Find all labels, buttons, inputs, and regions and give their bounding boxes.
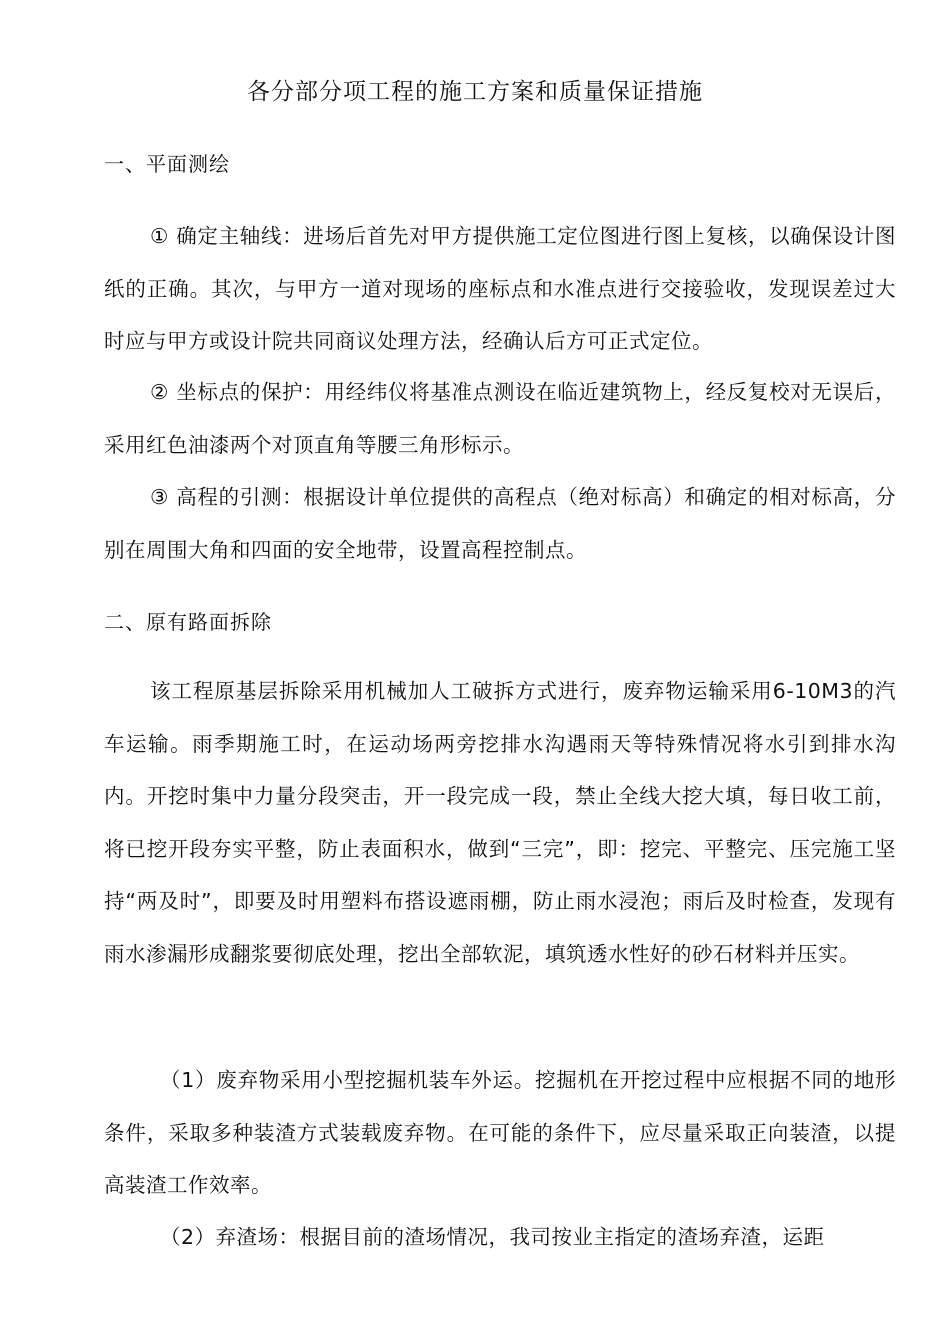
- section-heading-survey: 一、平面测绘: [104, 152, 230, 176]
- section-heading-demolition: 二、原有路面拆除: [104, 610, 272, 634]
- document-title: 各分部分项工程的施工方案和质量保证措施: [247, 79, 703, 105]
- paragraph-coordinate-protection: ② 坐标点的保护：用经纬仪将基准点测设在临近建筑物上，经反复校对无误后，采用红色油漆两个对顶直角等腰三角形标示。: [104, 380, 896, 457]
- paragraph-main-axis: ① 确定主轴线：进场后首先对甲方提供施工定位图进行图上复核，以确保设计图纸的正确。其次，与甲方一道对现场的座标点和水准点进行交接验收，发现误差过大时应与甲方或设计院共同商议处理方法，经确认后方可正式定位。: [104, 224, 896, 353]
- paragraph-waste-loading: （1）废弃物采用小型挖掘机装车外运。挖掘机在开挖过程中应根据不同的地形条件，采取多种装渣方式装载废弃物。在可能的条件下，应尽量采取正向装渣，以提高装渣工作效率。: [104, 1068, 896, 1197]
- paragraph-elevation-survey: ③ 高程的引测：根据设计单位提供的高程点（绝对标高）和确定的相对标高，分别在周围大角和四面的安全地带，设置高程控制点。: [104, 485, 896, 562]
- paragraph-demolition-method: 该工程原基层拆除采用机械加人工破拆方式进行，废弃物运输采用6-10M3的汽车运输。雨季期施工时，在运动场两旁挖排水沟遇雨天等特殊情况将水引到排水沟内。开挖时集中力量分段突击，开一段完成一段，禁止全线大挖大填，每日收工前，将已挖开段夯实平整，防止表面积水，做到“三完”，即：挖完、平整完、压完施工坚持“两及时”，即要及时用塑料布搭设遮雨棚，防止雨水浸泡；雨后及时检查，发现有雨水渗漏形成翻浆要彻底处理，挖出全部软泥，填筑透水性好的砂石材料并压实。: [104, 679, 896, 966]
- paragraph-spoil-site: （2）弃渣场：根据目前的渣场情况，我司按业主指定的渣场弃渣，运距: [160, 1225, 825, 1249]
